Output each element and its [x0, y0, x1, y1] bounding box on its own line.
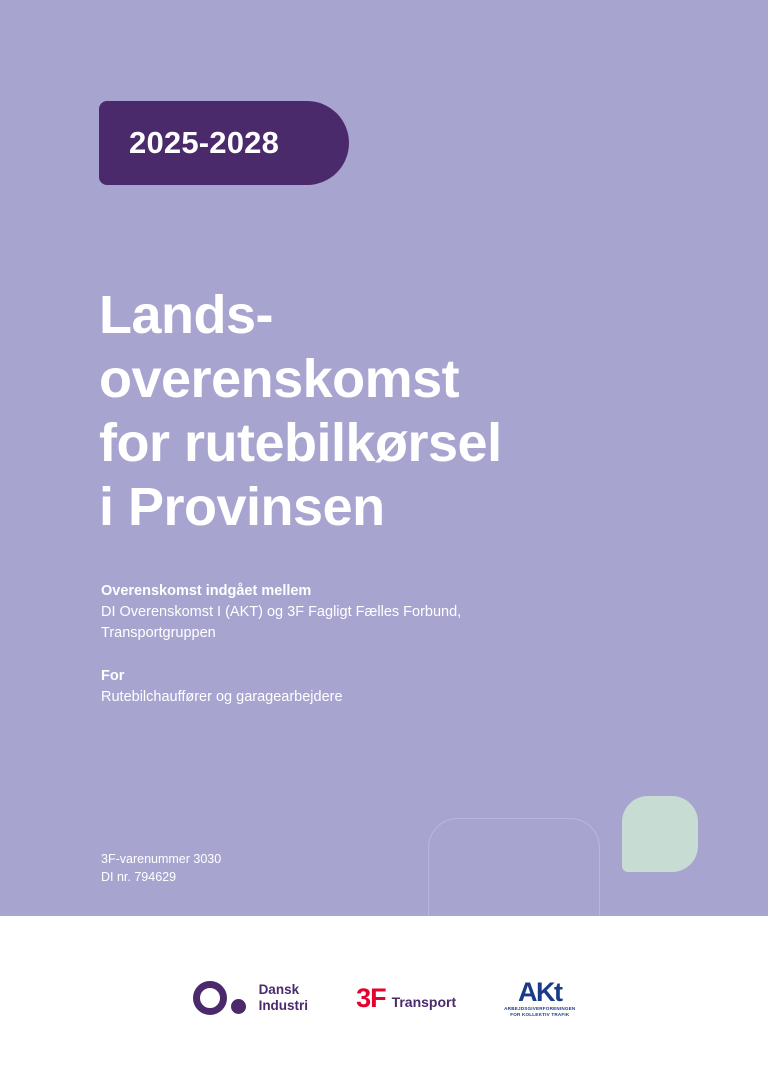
agreement-parties-line-2: Transportgruppen [101, 625, 216, 641]
title-line-4: i Provinsen [99, 477, 385, 537]
for-line: Rutebilchauffører og garagearbejdere [101, 689, 343, 705]
akt-mark-icon: AKt [518, 976, 562, 1007]
code-3f: 3F-varenummer 3030 [101, 852, 222, 866]
di-circle-icon [193, 981, 227, 1015]
akt-logo [504, 976, 576, 1018]
akt-subline-1: ARBEJDSGIVERFORENINGEN [504, 1005, 576, 1011]
code-di: DI nr. 794629 [101, 870, 177, 884]
di-wordmark-line-2: Industri [258, 998, 309, 1013]
for-heading: For [101, 668, 125, 684]
di-wordmark [259, 982, 309, 1014]
akt-subline-2: FOR KOLLEKTIV TRAFIK [510, 1011, 570, 1017]
footer-logos [0, 968, 768, 1028]
title-line-1: Lands- [99, 285, 274, 345]
agreement-parties-line-1: DI Overenskomst I (AKT) og 3F Fagligt Fælles Forbund, [101, 604, 462, 620]
title-line-3: for rutebilkørsel [99, 413, 502, 473]
agreement-details [101, 581, 661, 708]
footer [0, 916, 768, 1086]
3f-logo [356, 985, 456, 1011]
page-title [99, 283, 699, 539]
product-codes [101, 850, 221, 886]
title-line-2: overenskomst [99, 349, 460, 409]
di-wordmark-line-1: Dansk [258, 982, 300, 997]
spacer [101, 644, 661, 666]
3f-transport-label: Transport [391, 994, 457, 1010]
dansk-industri-logo [193, 981, 309, 1015]
decorative-mint-shape [622, 796, 698, 872]
di-monogram-icon [193, 981, 251, 1015]
year-badge [99, 101, 349, 185]
agreement-heading: Overenskomst indgået mellem [101, 583, 312, 599]
di-dot-icon [231, 999, 246, 1014]
3f-mark-icon: 3F [356, 983, 386, 1013]
year-badge-label: 2025-2028 [129, 125, 280, 160]
